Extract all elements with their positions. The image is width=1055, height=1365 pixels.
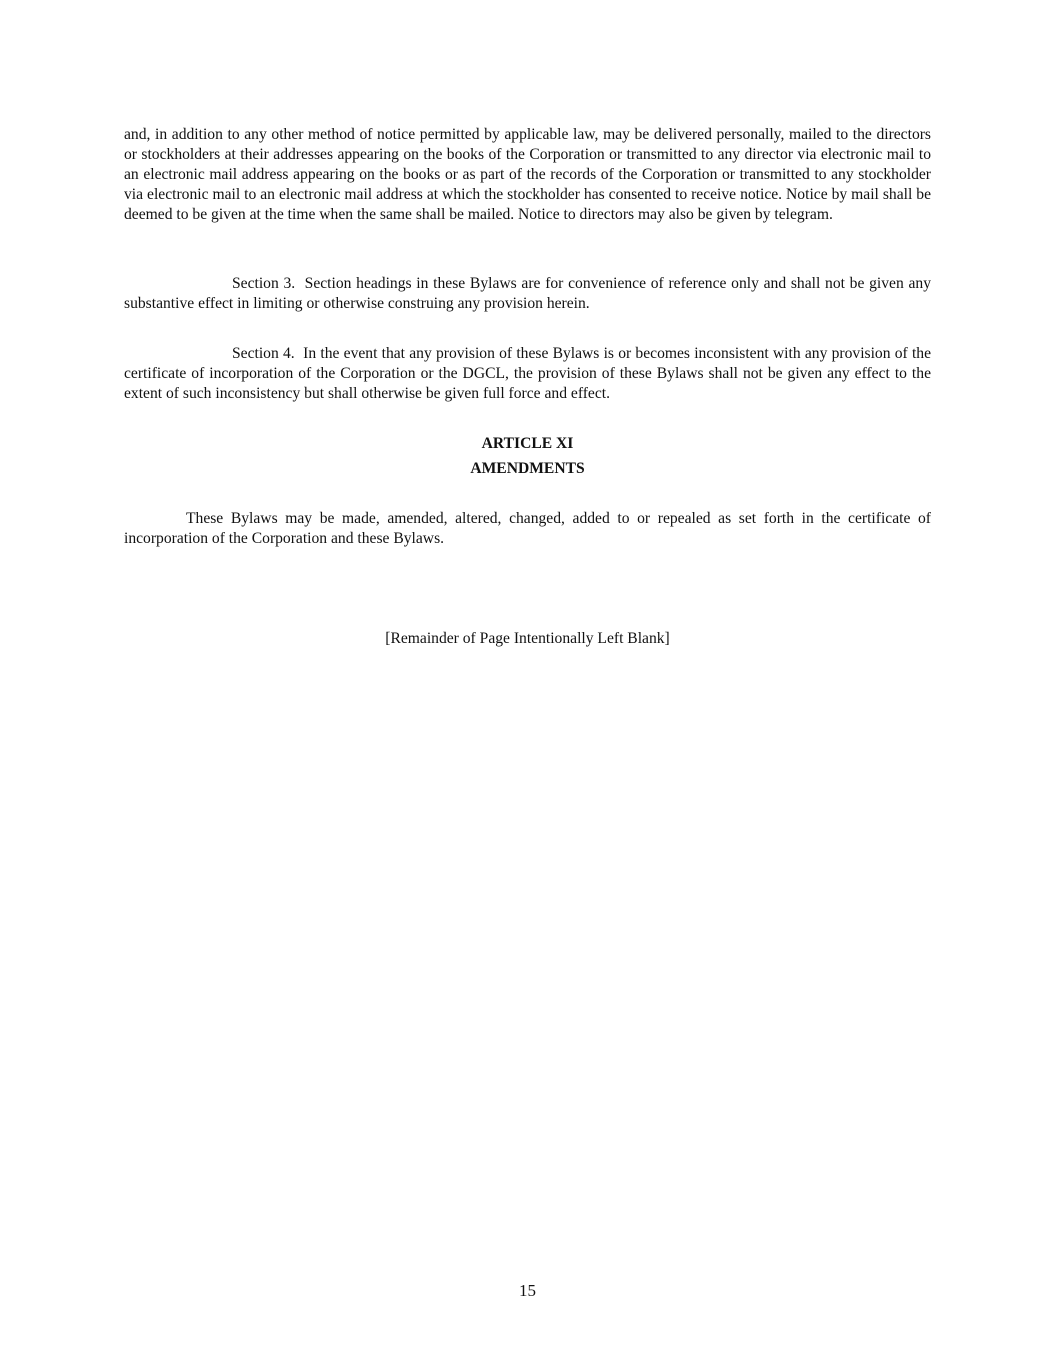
section-3-label: Section 3. <box>232 275 296 292</box>
section-4-paragraph <box>124 344 931 404</box>
amendments-text: These Bylaws may be made, amended, altered, changed, added to or repealed as set forth in the certificate of incorporation of the Corporation and these Bylaws. <box>124 510 931 547</box>
section-3-paragraph <box>124 274 931 314</box>
notice-paragraph <box>124 125 931 225</box>
amendments-paragraph <box>124 509 931 549</box>
notice-paragraph-text: and, in addition to any other method of notice permitted by applicable law, may be delivered personally, mailed to the directors or stockholders at their addresses appearing on the books of the Corporation or transmitted to any director via electronic mail to an electronic mail address appearing on the books or as part of the records of the Corporation or transmitted to any stockholder via electronic mail to an electronic mail address at which the stockholder has consented to receive notice. Notice by mail shall be deemed to be given at the time when the same shall be mailed. Notice to directors may also be given by telegram. <box>124 126 931 223</box>
section-3-text: Section headings in these Bylaws are for convenience of reference only and shall not be given any substantive effect in limiting or otherwise construing any provision herein. <box>124 275 932 312</box>
section-4-text: In the event that any provision of these Bylaws is or becomes inconsistent with any provision of the certificate of incorporation of the Corporation or the DGCL, the provision of these Bylaws shall not be given any effect to the extent of such inconsistency but shall otherwise be given full force and effect. <box>124 345 932 402</box>
section-4-label: Section 4. <box>232 345 295 362</box>
blank-page-note: [Remainder of Page Intentionally Left Blank] <box>385 630 670 647</box>
article-title-heading: AMENDMENTS <box>470 460 585 477</box>
page-number: 15 <box>519 1281 536 1300</box>
article-number-heading: ARTICLE XI <box>481 435 574 452</box>
